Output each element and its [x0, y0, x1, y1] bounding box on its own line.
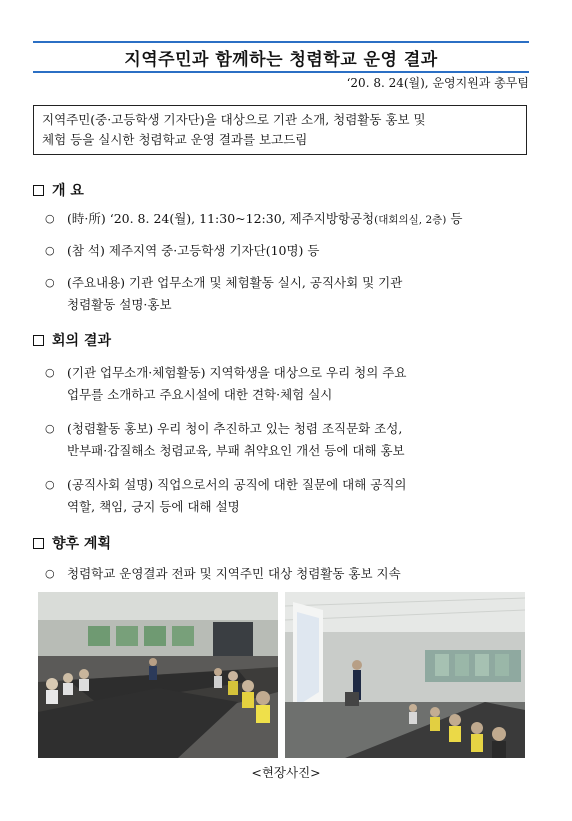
item-label: (時·所): [67, 211, 106, 226]
item-small-text: (대회의실, 2층): [374, 214, 447, 226]
summary-line-2: 체험 등을 실시한 청렴학교 운영 결과를 보고드림: [42, 132, 308, 147]
circle-bullet-icon: ○: [45, 478, 55, 491]
section-heading-text: 회의 결과: [52, 333, 111, 349]
list-item: [45, 418, 533, 462]
circle-bullet-icon: ○: [45, 244, 55, 257]
section-heading-results: [33, 330, 111, 350]
item-text-line2: 업무를 소개하고 주요시설에 대한 견학·체험 실시: [67, 387, 333, 402]
square-bullet-icon: [33, 185, 44, 196]
item-text-line2: 청렴활동 설명·홍보: [67, 297, 172, 312]
section-heading-overview: [33, 180, 84, 200]
circle-bullet-icon: ○: [45, 212, 55, 225]
item-text: 우리 청이 추진하고 있는 청렴 조직문화 조성,: [157, 421, 403, 436]
item-text: ‘20. 8. 24(월), 11:30~12:30, 제주지방항공청: [109, 211, 375, 226]
circle-bullet-icon: ○: [45, 422, 55, 435]
section-heading-plan: [33, 533, 111, 553]
summary-line-1: 지역주민(중·고등학생 기자단)을 대상으로 기관 소개, 청렴활동 홍보 및: [42, 112, 426, 127]
site-photo-2: [285, 592, 525, 758]
circle-bullet-icon: ○: [45, 567, 55, 580]
circle-bullet-icon: ○: [45, 366, 55, 379]
item-label: (주요내용): [67, 275, 126, 290]
item-label: (기관 업무소개·체험활동): [67, 365, 206, 380]
item-text-line2: 반부패·갑질해소 청렴교육, 부패 취약요인 개선 등에 대해 홍보: [67, 443, 405, 458]
item-label: (공직사회 설명): [67, 477, 154, 492]
item-label: (참 석): [67, 243, 105, 258]
list-item: [45, 362, 533, 406]
section-heading-text: 향후 계획: [52, 536, 111, 552]
document-title: 지역주민과 함께하는 청렴학교 운영 결과: [124, 49, 438, 70]
title-box: [33, 41, 529, 73]
circle-bullet-icon: ○: [45, 276, 55, 289]
dateline: ‘20. 8. 24(월), 운영지원과 총무팀: [346, 76, 529, 90]
list-item: [45, 474, 533, 518]
section-heading-text: 개 요: [52, 183, 84, 199]
square-bullet-icon: [33, 335, 44, 346]
list-item: [45, 563, 533, 585]
item-text: 지역학생을 대상으로 우리 청의 주요: [209, 365, 407, 380]
item-tail: 등: [446, 211, 463, 226]
item-text: 기관 업무소개 및 체험활동 실시, 공직사회 및 기관: [129, 275, 403, 290]
item-text: 청렴학교 운영결과 전파 및 지역주민 대상 청렴활동 홍보 지속: [67, 566, 401, 581]
item-text: 직업으로서의 공직에 대한 질문에 대해 공직의: [157, 477, 407, 492]
summary-box: [33, 105, 527, 155]
item-text-line2: 역할, 책임, 긍지 등에 대해 설명: [67, 499, 240, 514]
square-bullet-icon: [33, 538, 44, 549]
item-label: (청렴활동 홍보): [67, 421, 154, 436]
item-text: 제주지역 중·고등학생 기자단(10명) 등: [108, 243, 320, 258]
list-item: [45, 240, 533, 262]
list-item: [45, 208, 533, 231]
photo-caption: <현장사진>: [251, 765, 321, 780]
site-photo-1: [38, 592, 278, 758]
list-item: [45, 272, 533, 316]
